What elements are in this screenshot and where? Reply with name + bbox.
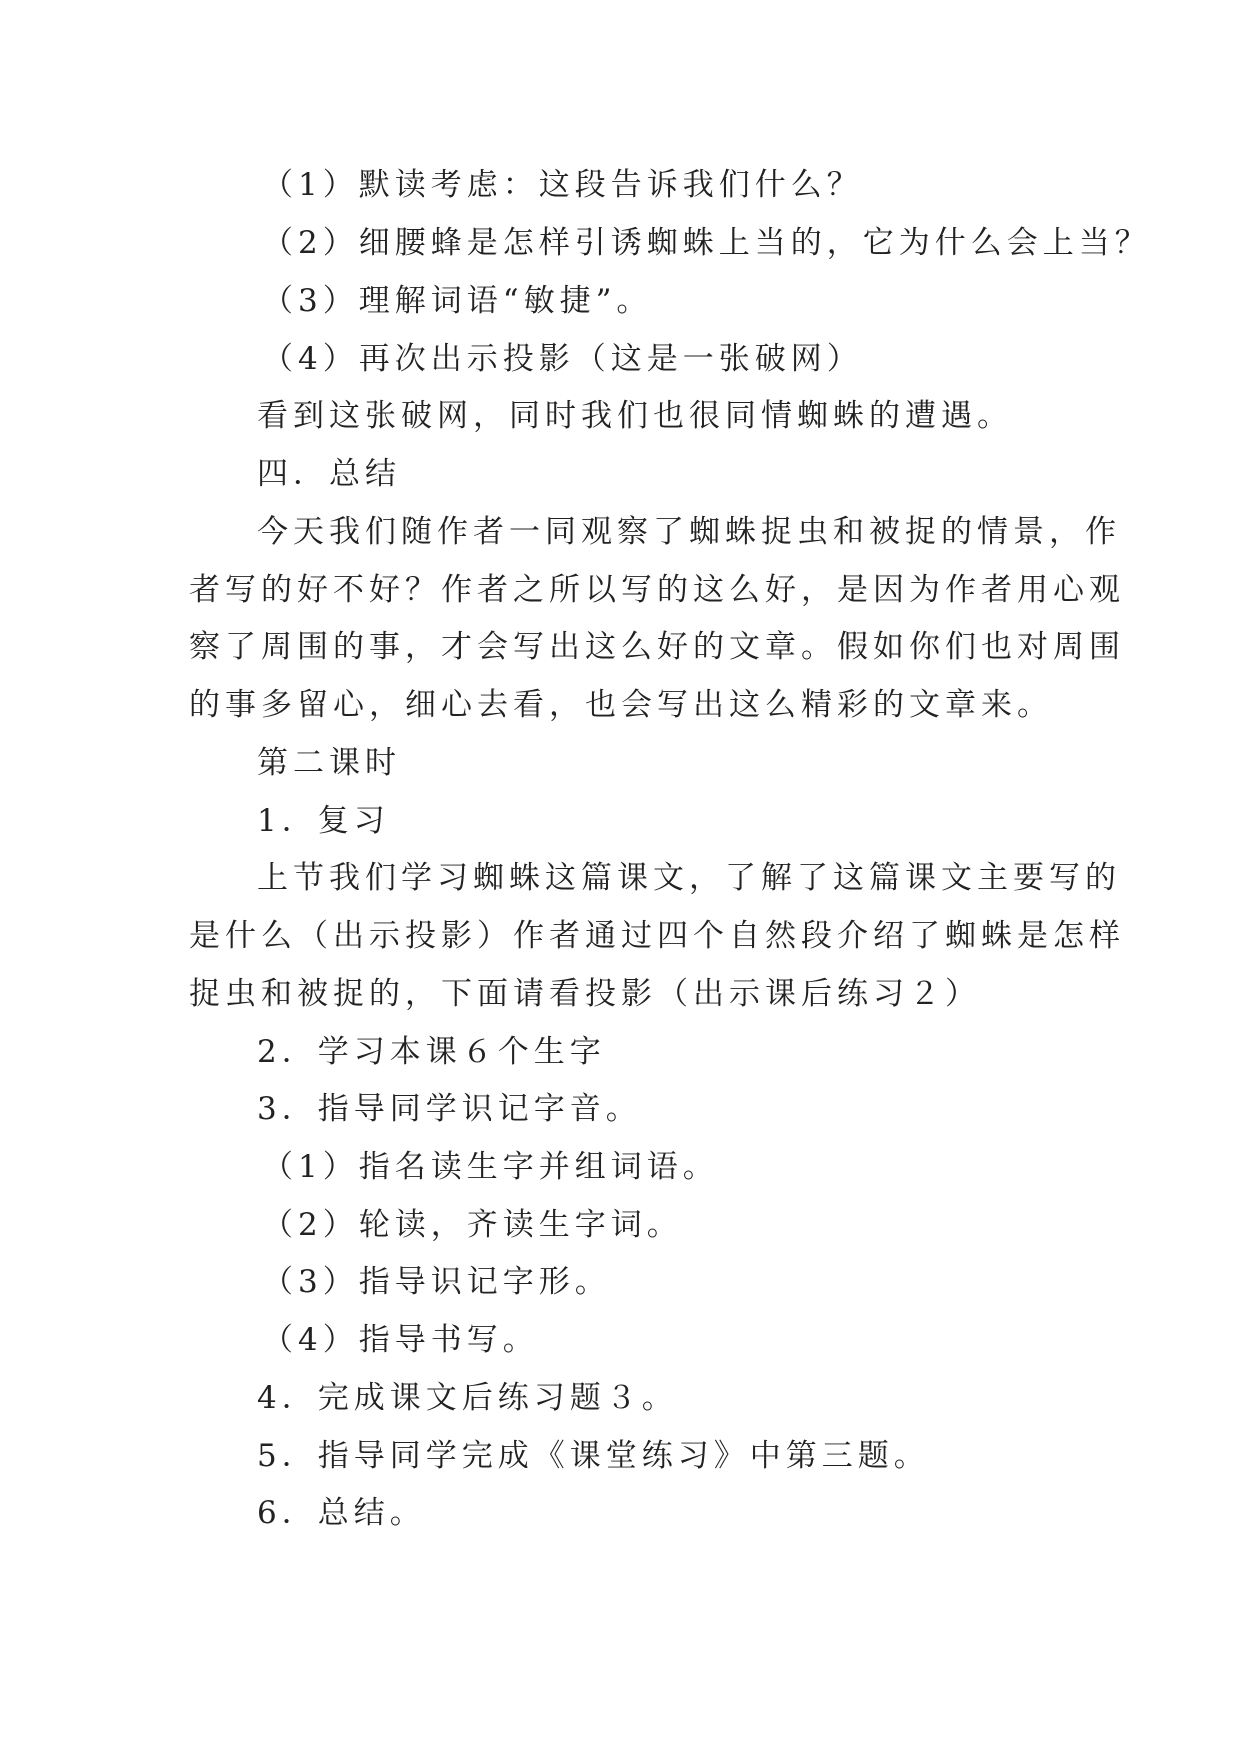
paragraph-line: 5．指导同学完成《课堂练习》中第三题。: [257, 1438, 930, 1474]
paragraph-line: 6．总结。: [257, 1495, 426, 1531]
paragraph-line: 3．指导同学识记字音。: [257, 1091, 642, 1127]
paragraph-line: （2）细腰蜂是怎样引诱蜘蛛上当的，它为什么会上当？: [262, 225, 1151, 261]
paragraph-line: （4）再次出示投影（这是一张破网）: [262, 341, 863, 377]
paragraph-line: （2）轮读，齐读生字词。: [262, 1207, 683, 1243]
paragraph-line: （1）指名读生字并组词语。: [262, 1149, 719, 1185]
paragraph-line: 今天我们随作者一同观察了蜘蛛捉虫和被捉的情景，作: [257, 514, 1121, 550]
paragraph-line: 2．学习本课６个生字: [257, 1034, 606, 1070]
paragraph-line: 捉虫和被捉的，下面请看投影（出示课后练习２）: [189, 976, 981, 1012]
paragraph-line: 看到这张破网，同时我们也很同情蜘蛛的遭遇。: [257, 398, 1013, 434]
paragraph-line: 4．完成课文后练习题３。: [257, 1380, 678, 1416]
paragraph-line: 是什么（出示投影）作者通过四个自然段介绍了蜘蛛是怎样: [189, 918, 1125, 954]
paragraph-line: （3）理解词语“敏捷”。: [262, 283, 653, 319]
paragraph-line: （3）指导识记字形。: [262, 1264, 611, 1300]
paragraph-line: 察了周围的事，才会写出这么好的文章。假如你们也对周围: [189, 629, 1125, 665]
paragraph-line: 1．复习: [257, 803, 390, 839]
section-heading: 四．总结: [257, 456, 401, 492]
paragraph-line: 者写的好不好？作者之所以写的这么好，是因为作者用心观: [189, 572, 1125, 608]
section-heading: 第二课时: [257, 745, 401, 781]
paragraph-line: 上节我们学习蜘蛛这篇课文，了解了这篇课文主要写的: [257, 860, 1121, 896]
paragraph-line: （1）默读考虑：这段告诉我们什么？: [262, 167, 863, 203]
paragraph-line: 的事多留心，细心去看，也会写出这么精彩的文章来。: [189, 687, 1053, 723]
paragraph-line: （4）指导书写。: [262, 1322, 539, 1358]
